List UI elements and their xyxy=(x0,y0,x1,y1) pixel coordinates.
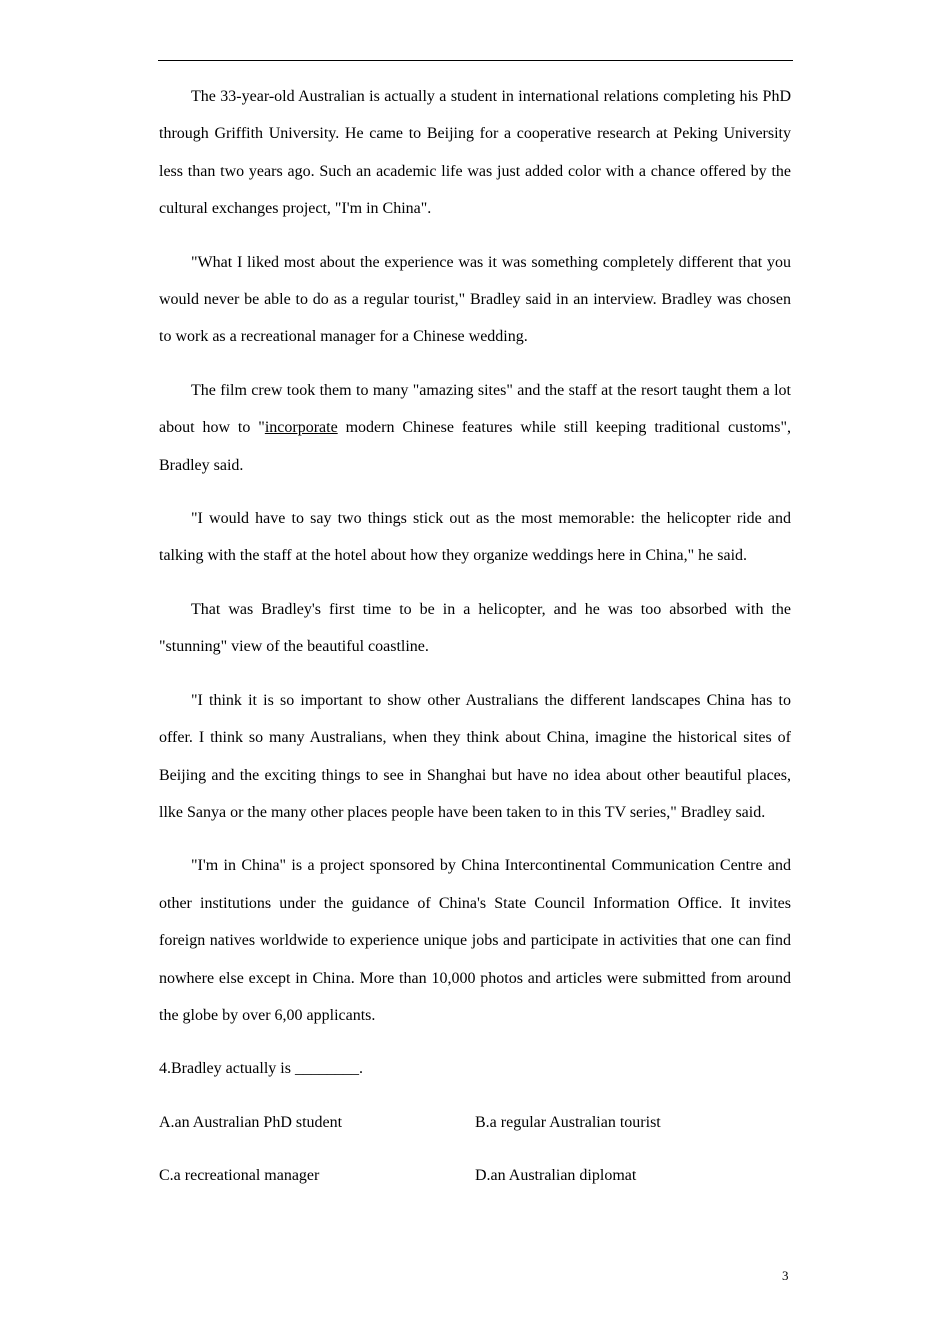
underlined-word: incorporate xyxy=(264,419,338,437)
options-row-1 xyxy=(159,1104,791,1141)
paragraph-7: "I'm in China" is a project sponsored by China Intercontinental Communication Centre and other institutions under the guidance of China's State Council Information Office. It invites foreign natives worldwide to experience unique jobs and participate in activities that one can find nowhere else except in China. More than 10,000 photos and articles were submitted from around the globe by over 6,00 applicants. xyxy=(159,857,791,1024)
options-row-2 xyxy=(159,1157,791,1194)
paragraph-5: That was Bradley's first time to be in a helicopter, and he was too absorbed with the "stunning" view of the beautiful coastline. xyxy=(159,600,791,656)
page-number: 3 xyxy=(782,1268,789,1283)
paragraph-2: "What I liked most about the experience was it was something completely different that you would never be able to do as a regular tourist," Bradley said in an interview. Bradley was chosen to work as a recreational manager for a Chinese wedding. xyxy=(159,253,791,346)
paragraph-1: The 33-year-old Australian is actually a student in international relations completing his PhD through Griffith University. He came to Beijing for a cooperative research at Peking University less than two years ago. Such an academic life was just added color with a chance offered by the cultural exchanges project, "I'm in China". xyxy=(159,88,791,218)
answer-options xyxy=(159,1104,791,1195)
option-c: C.a recreational manager xyxy=(159,1167,320,1185)
option-d: D.an Australian diplomat xyxy=(475,1167,637,1185)
header-rule xyxy=(158,60,793,61)
paragraph-3 xyxy=(159,372,791,484)
paragraph-6: "I think it is so important to show other Australians the different landscapes China has to offer. I think so many Australians, when they think about China, imagine the historical sites of Beijing and the exciting things to see in Shanghai but have no idea about other beautiful places, llke Sanya or the many other places people have been taken to in this TV series," Bradley said. xyxy=(159,691,791,821)
paragraph-4: "I would have to say two things stick out as the most memorable: the helicopter ride and talking with the staff at the hotel about how they organize weddings here in China," he said. xyxy=(159,510,791,565)
document-body xyxy=(159,78,791,1211)
question-stem: 4.Bradley actually is ________. xyxy=(159,1060,363,1078)
paragraph-3-text-after: modern Chinese features while still keeping traditional customs", Bradley said. xyxy=(159,419,791,474)
option-a: A.an Australian PhD student xyxy=(159,1113,343,1131)
option-b: B.a regular Australian tourist xyxy=(475,1113,661,1131)
paragraph-3-text-before: The film crew took them to many "amazing sites" and the staff at the resort taught them a lot about how to " xyxy=(159,381,791,437)
